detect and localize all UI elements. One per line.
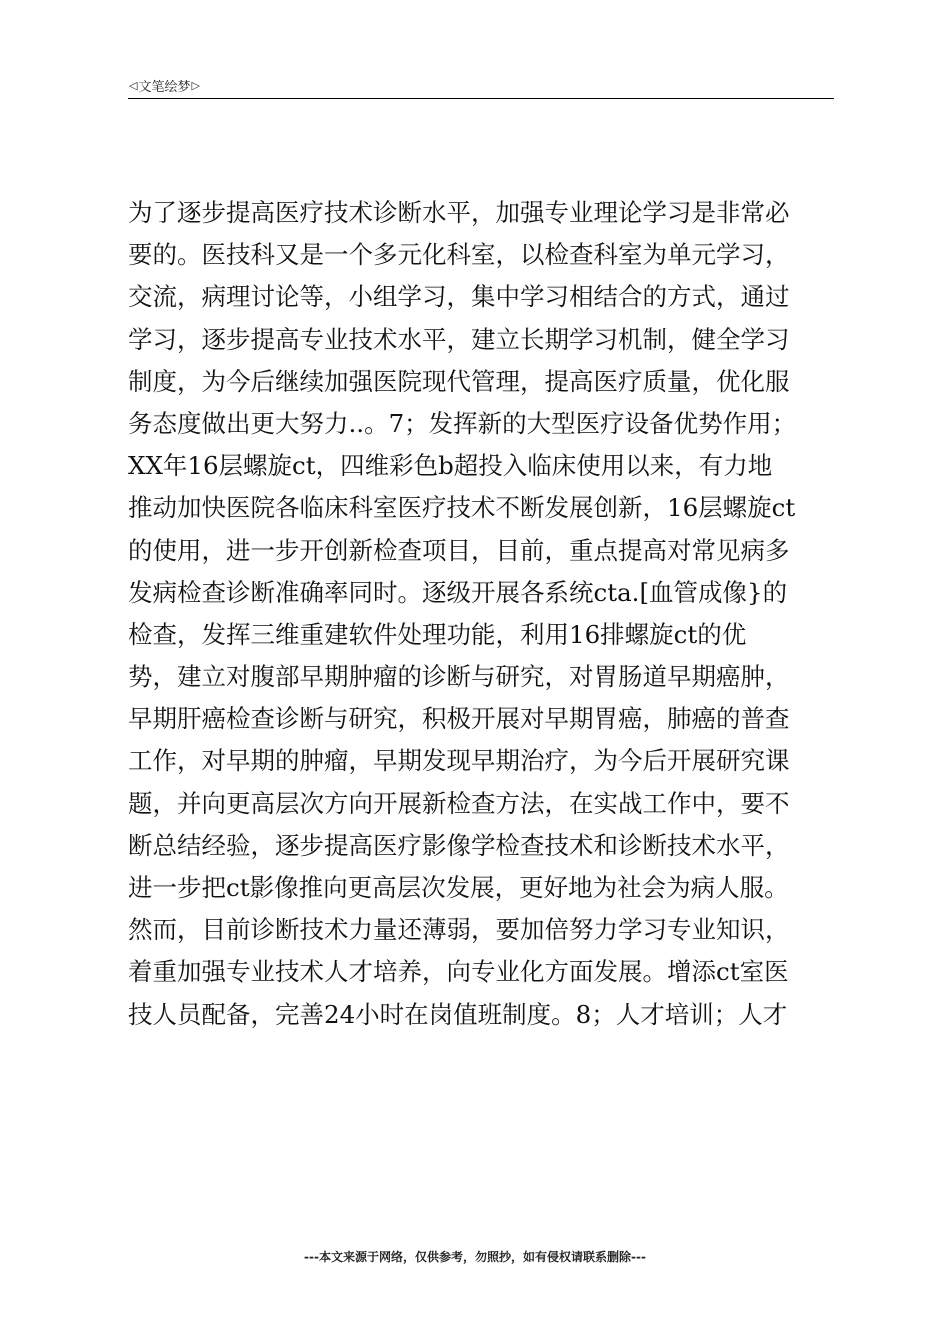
text-line: 的使用，进一步开创新检查项目，目前，重点提高对常见病多 [128, 535, 790, 565]
right-triangle-icon: ▷ [191, 79, 200, 92]
header-title-group [128, 76, 201, 95]
document-body [128, 192, 834, 1036]
text-line: 工作，对早期的肿瘤，早期发现早期治疗，为今后开展研究课 [128, 746, 790, 776]
text-line: 发病检查诊断准确率同时。逐级开展各系统cta.[血管成像}的 [128, 577, 788, 607]
text-line: 检查，发挥三维重建软件处理功能，利用16排螺旋ct的优 [128, 619, 747, 649]
text-line: 题，并向更高层次方向开展新检查方法，在实战工作中，要不 [128, 788, 790, 818]
text-line: 推动加快医院各临床科室医疗技术不断发展创新，16层螺旋ct [128, 493, 796, 523]
text-line: 要的。医技科又是一个多元化科室，以检查科室为单元学习， [128, 240, 790, 270]
text-line: 然而，目前诊断技术力量还薄弱，要加倍努力学习专业知识， [128, 915, 790, 945]
text-line: 为了逐步提高医疗技术诊断水平，加强专业理论学习是非常必 [128, 198, 790, 227]
text-line: 早期肝癌检查诊断与研究，积极开展对早期胃癌，肺癌的普查 [128, 704, 790, 734]
page-footer: ---本文来源于网络，仅供参考，勿照抄，如有侵权请联系删除--- [304, 1250, 646, 1264]
text-line: 势，建立对腹部早期肿瘤的诊断与研究，对胃肠道早期癌肿， [128, 662, 790, 692]
text-line: 制度，为今后继续加强医院现代管理，提高医疗质量，优化服 [128, 366, 790, 396]
text-line: 交流，病理讨论等，小组学习，集中学习相结合的方式，通过 [128, 282, 790, 312]
text-line: 务态度做出更大努力..。7；发挥新的大型医疗设备优势作用； [128, 408, 797, 438]
text-line: 学习，逐步提高专业技术水平，建立长期学习机制，健全学习 [128, 324, 790, 354]
text-line: 着重加强专业技术人才培养，向专业化方面发展。增添ct室医 [128, 957, 789, 987]
header-title: 文笔绘梦 [138, 80, 191, 95]
text-line: XX年16层螺旋ct，四维彩色b超投入临床使用以来，有力地 [128, 451, 773, 481]
page-header [128, 74, 834, 99]
text-line: 断总结经验，逐步提高医疗影像学检查技术和诊断技术水平， [128, 830, 790, 860]
text-line: 技人员配备，完善24小时在岗值班制度。8；人才培训；人才 [128, 999, 788, 1029]
left-triangle-icon: ◁ [129, 79, 138, 92]
text-line: 进一步把ct影像推向更高层次发展，更好地为社会为病人服。 [128, 873, 789, 902]
